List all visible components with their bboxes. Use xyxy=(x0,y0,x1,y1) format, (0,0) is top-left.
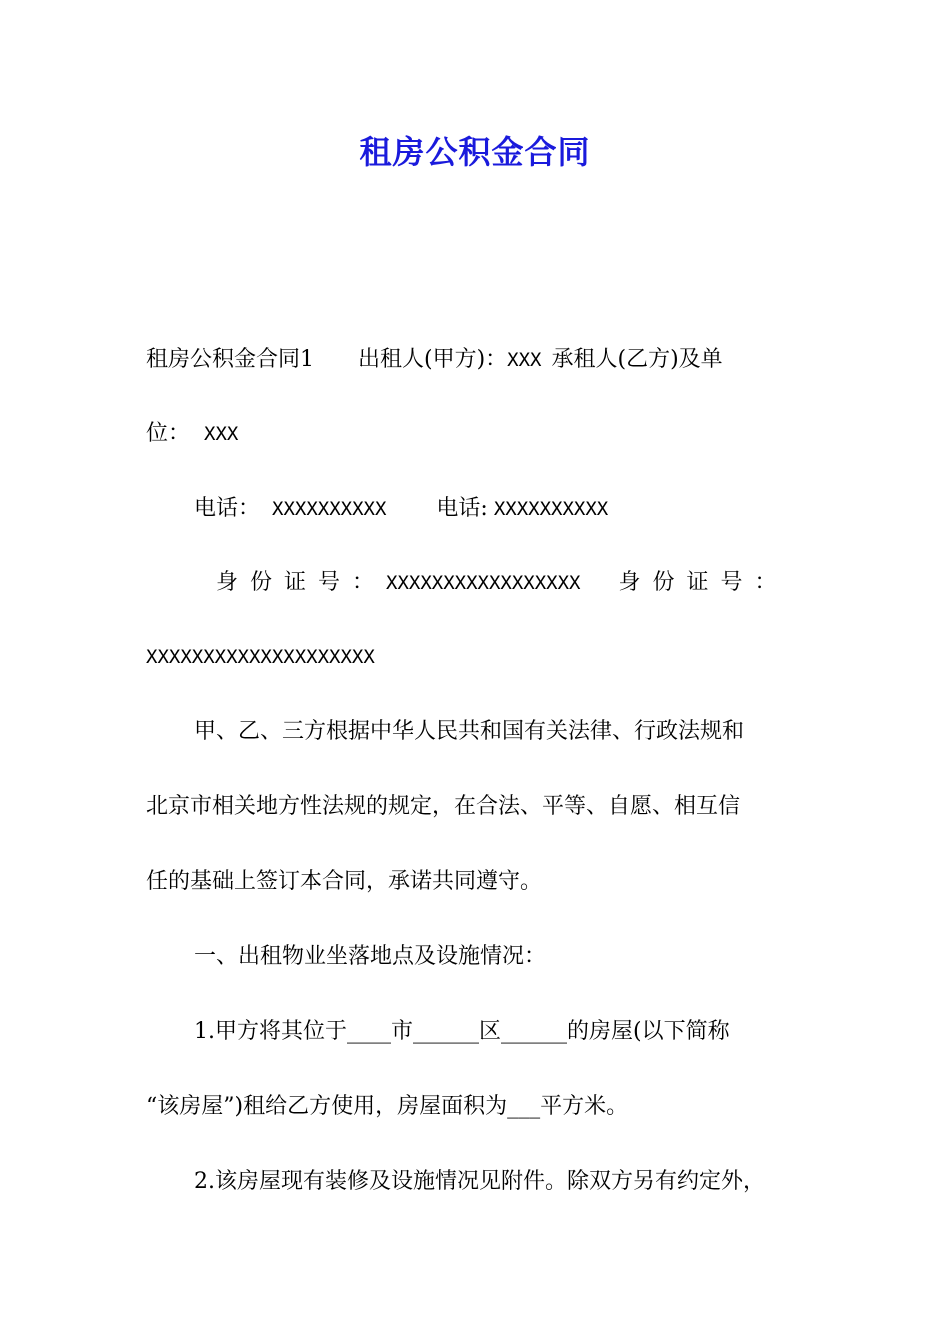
phone-label-b: 电话: xyxy=(436,496,488,521)
contract-heading: 租房公积金合同1 xyxy=(146,347,314,372)
id-value-b: XXXXXXXXXXXXXXXXXXXX xyxy=(146,646,375,668)
lessor-name: XXX xyxy=(507,349,542,371)
unit-line xyxy=(146,416,810,452)
item1-line1: 1.甲方将其位于____市______区______的房屋(以下简称 xyxy=(194,1019,730,1044)
unit-label: 位： xyxy=(146,421,191,446)
item2-line1: 2.该房屋现有装修及设施情况见附件。除双方另有约定外， xyxy=(194,1169,765,1194)
phone-line xyxy=(194,491,858,527)
section1-heading: 一、出租物业坐落地点及设施情况： xyxy=(194,944,547,969)
id-label-a: 身份证号： xyxy=(216,570,387,595)
item1-line2: “该房屋”)租给乙方使用，房屋面积为___平方米。 xyxy=(146,1094,629,1119)
unit-value: XXX xyxy=(204,423,239,445)
id-line-cont xyxy=(146,639,810,675)
id-line xyxy=(216,565,880,601)
phone-value-b: XXXXXXXXXX xyxy=(493,498,609,520)
phone-label-a: 电话： xyxy=(194,496,261,521)
phone-value-a: XXXXXXXXXX xyxy=(272,498,387,520)
para1-line3: 任的基础上签订本合同，承诺共同遵守。 xyxy=(146,869,543,894)
id-label-b: 身份证号： xyxy=(618,570,789,595)
para1-line2: 北京市相关地方性法规的规定，在合法、平等、自愿、相互信 xyxy=(146,794,741,819)
id-value-a: XXXXXXXXXXXXXXXXX xyxy=(386,572,581,594)
lessor-label: 出租人(甲方)： xyxy=(358,347,508,372)
para1-line1: 甲、乙、三方根据中华人民共和国有关法律、行政法规和 xyxy=(194,719,745,744)
parties-line xyxy=(146,342,810,378)
lessee-label: 承租人(乙方)及单 xyxy=(551,347,723,372)
document-title: 租房公积金合同 xyxy=(359,133,591,171)
